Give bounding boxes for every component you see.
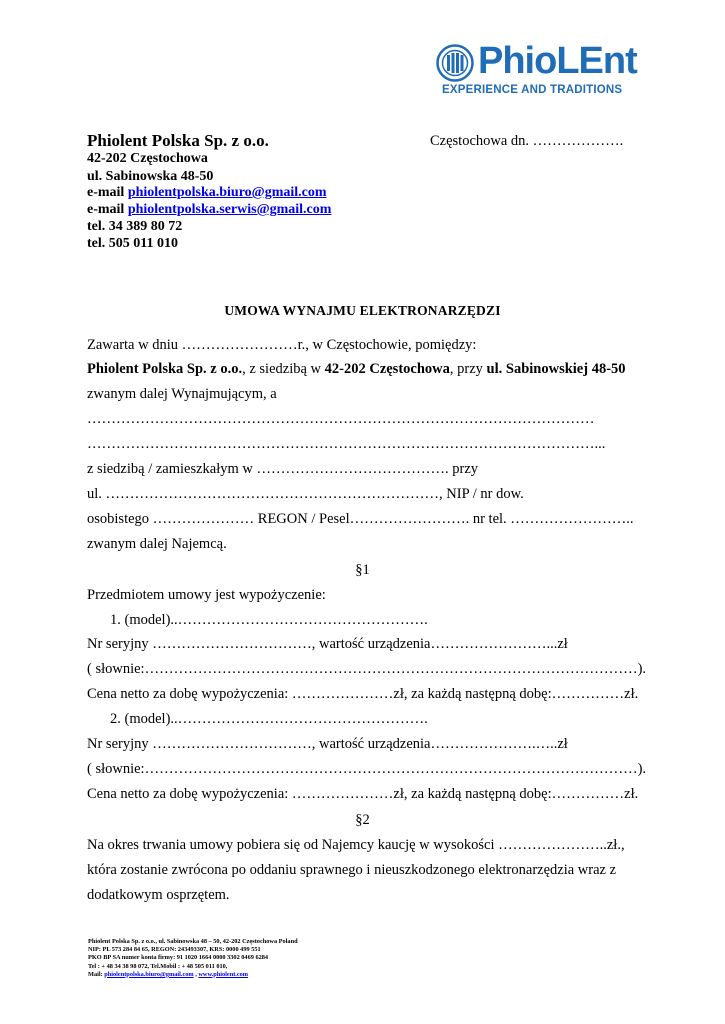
seat-line: z siedzibą / zamieszkałym w …………………………………. przy [87,461,479,477]
deposit-line-3: dodatkowym osprzętem. [87,887,230,903]
item-2-price: Cena netto za dobę wypożyczenia: …………………zł, za każdą następną dobę:……………zł. [87,786,639,802]
footer-mail-label: Mail: [88,970,105,978]
phiolent-emblem-icon [436,44,474,82]
street-nip-line: ul. ……………………………………………………………, NIP / nr dow. [87,486,524,502]
item-1-price: Cena netto za dobę wypożyczenia: …………………zł, za każdą następną dobę:……………zł. [87,686,639,702]
footer [88,938,298,979]
deposit-line-2: która zostanie zwrócona po oddaniu sprawnego i nieuszkodzonego elektronarzędzia wraz z [87,862,617,878]
phiolent-logo [434,38,644,100]
footer-registration: NIP: PL 573 284 84 65, REGON: 243493307, KRS: 0000 499 551 [88,946,261,954]
phone-line-1: tel. 34 389 80 72 [87,219,183,234]
party1-name: Phiolent Polska Sp. z o.o. [87,361,243,377]
footer-contact [88,971,298,979]
item-2-words: ( słownie:…………………………………………………………………………………………). [87,761,647,777]
id-line: osobistego ………………… REGON / Pesel……………………. nr tel. …………………….. [87,511,634,527]
party1-line [87,361,626,378]
party1-text: , z siedzibą w [242,361,325,377]
party1-street: ul. Sabinowskiej 48-50 [486,361,626,377]
deposit-line-1: Na okres trwania umowy pobiera się od Najemcy kaucję w wysokości …………………..zł., [87,837,625,853]
date-line: Częstochowa dn. ………………. [430,133,624,149]
phone-line-2: tel. 505 011 010 [87,236,178,251]
item-1-model: 1. (model)..……………………………………………. [110,612,428,628]
email-label: e-mail [87,202,128,217]
section-1-heading: §1 [355,562,370,578]
party2-role: zwanym dalej Najemcą. [87,536,227,552]
blank-line-2: ……………………………………………………………………………………………... [87,436,606,452]
email-line-office [87,185,327,201]
email-office-link[interactable]: phiolentpolska.biuro@gmail.com [127,185,327,200]
document-title: UMOWA WYNAJMU ELEKTRONARZĘDZI [224,303,501,318]
footer-separator: , [193,970,199,978]
item-2-serial: Nr seryjny ……………………………, wartość urządzenia………………….…..zł [87,736,568,752]
street-address: ul. Sabinowska 48-50 [87,169,214,184]
concluded-line: Zawarta w dniu ……………………r., w Częstochowie, pomiędzy: [87,337,477,353]
logo-tagline: EXPERIENCE AND TRADITIONS [442,84,623,96]
party1-city: 42-202 Częstochowa [324,361,450,377]
blank-line-1: …………………………………………………………………………………………… [87,411,595,427]
logo-wordmark: PhioLEnt [478,40,637,82]
subject-line: Przedmiotem umowy jest wypożyczenie: [87,587,326,603]
item-1-words: ( słownie:…………………………………………………………………………………………). [87,661,647,677]
party1-text: , przy [449,361,487,377]
party1-role: zwanym dalej Wynajmującym, a [87,386,277,402]
company-name: Phiolent Polska Sp. z o.o. [87,131,269,150]
section-2-heading: §2 [355,812,370,828]
email-service-link[interactable]: phiolentpolska.serwis@gmail.com [127,202,332,217]
email-label: e-mail [87,185,128,200]
footer-website-link[interactable]: www.phiolent.com [198,970,249,978]
item-1-serial: Nr seryjny ……………………………, wartość urządzenia……………………...zł [87,636,568,652]
footer-bank-account: PKO BP SA numer konta firmy: 91 1020 1664 0000 3302 0469 6284 [88,954,269,962]
footer-address: Phiolent Polska Sp. z o.o., ul. Sabinowska 48 – 50, 42-202 Częstochowa Poland [88,938,298,945]
footer-phones: Tel : + 48 34 38 98 072, Tel.Mobil : + 48 505 011 010, [88,962,228,970]
footer-mail-link[interactable]: phiolentpolska.biuro@gmail.com [104,970,194,978]
email-line-service [87,202,331,218]
item-2-model: 2. (model)..……………………………………………. [110,711,428,727]
postal-address: 42-202 Częstochowa [87,151,208,166]
